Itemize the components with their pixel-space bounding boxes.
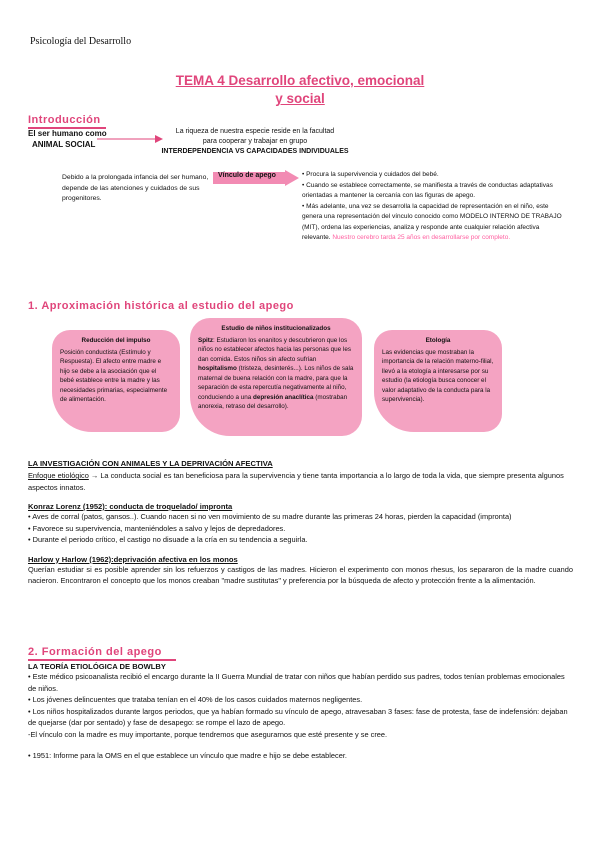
intro-heading: Introducción bbox=[28, 114, 101, 126]
document-header: Psicología del Desarrollo bbox=[30, 36, 132, 47]
title-line-2: y social bbox=[275, 91, 325, 106]
debido-text: Debido a la prolongada infancia del ser humano, depende de las atenciones y cuidados de sus progenitores. bbox=[62, 174, 209, 202]
blob2-text-3: (mostraban anorexia, retraso del desarrollo). bbox=[198, 393, 348, 410]
harlow-heading: Harlow y Harlow (1962):deprivación afectiva en los monos bbox=[28, 554, 238, 564]
vinculo-label: Vínculo de apego bbox=[218, 172, 276, 179]
riqueza-line-2: para cooperar y trabajar en grupo bbox=[202, 138, 308, 145]
bowlby-heading: LA TEORÍA ETIOLÓGICA DE BOWLBY bbox=[28, 662, 166, 671]
blob-institucionalizados bbox=[190, 318, 362, 436]
blob-reduccion-text: Posición conductista (Estímulo y Respuesta). El afecto entre madre e hijo se debe a la asociación que el bebé establece entre la madre y las necesidades primarias, especialmente de alimentación. bbox=[60, 348, 168, 403]
enfoque-label: Enfoque etiológico bbox=[28, 471, 89, 480]
intro-bullet-3 bbox=[302, 202, 564, 244]
blob-etologia bbox=[374, 330, 502, 432]
bowlby-bullet-5: • 1951: Informe para la OMS en el que establece un vínculo que madre e hijo se debe establecer. bbox=[28, 751, 347, 760]
konraz-heading: Konraz Lorenz (1952): conducta de troquelado/ impronta bbox=[28, 502, 233, 511]
intro-bullet-1: • Procura la supervivencia y cuidados del bebé. bbox=[302, 171, 439, 178]
section-2-heading: 2. Formación del apego bbox=[28, 646, 162, 658]
bowlby-bullet-3: • Los niños hospitalizados durante largos periodos, que ya habían formado su vínculo de apego, atravesaban 3 fases: fase de protesta, fase de indefensión: dejaban de quejarse (dar por sentado) y fase de desapego: se rompe el lazo de apego. bbox=[28, 706, 568, 727]
blob2-text-1: : Estudiaron los enanitos y descubrieron que los niños no establecer afectos hacia las personas que les dan comida. Estos niños sin afecto sufrían bbox=[198, 336, 351, 363]
bowlby-bullet-1: • Este médico psicoanalista recibió el encargo durante la II Guerra Mundial de tratar con niños que habían perdido sus padres, todos tenían problemas emocionales de niños. bbox=[28, 672, 565, 693]
konraz-bullet-1: • Aves de corral (patos, gansos..). Cuando nacen si no ven movimiento de su madre durante las primeras 24 horas, pierden la capacidad (impronta) bbox=[28, 512, 512, 521]
konraz-bullet-2: • Favorece su supervivencia, manteniéndoles a salvo y lejos de depredadores. bbox=[28, 523, 286, 533]
blob-reduccion-title: Reducción del impulso bbox=[81, 337, 151, 344]
depresion-label: depresión anaclítica bbox=[252, 393, 314, 401]
blob-etologia-title: Etología bbox=[425, 337, 451, 344]
harlow-text: Querían estudiar si es posible aprender sin los refuerzos y castigos de las madres. Hicieron el experimento con monos rhesus, los separaron de la madre cuando nacieron. Encontraron el concepto que los monos creaban "madre sustitutas" y preferencia por la búsqueda de afecto y protección frente a la alimentación. bbox=[28, 564, 573, 585]
bowlby-section bbox=[28, 662, 573, 762]
title-line-1: TEMA 4 Desarrollo afectivo, emocional bbox=[175, 73, 425, 88]
blob-etologia-text: Las evidencias que mostraban la importancia de la relación materno-filial, llevó a la etología a interesarse por su estudio (la etiología busca conocer el valor adaptativo de la conducta para la supervivencia). bbox=[382, 348, 494, 403]
ser-line-1: El ser humano como bbox=[28, 129, 107, 138]
section-2-underline bbox=[28, 659, 176, 661]
spitz-label: Spitz bbox=[198, 336, 214, 344]
enfoque-paragraph bbox=[28, 470, 573, 493]
intro-bullet-3-pink: Nuestro cerebro tarda 25 años en desarrollarse por completo. bbox=[332, 234, 511, 241]
blob-institucionalizados-title: Estudio de niños institucionalizados bbox=[221, 325, 331, 332]
riqueza-line-3: INTERDEPENDENCIA VS CAPACIDADES INDIVIDUALES bbox=[161, 148, 349, 155]
intro-bullet-2: • Cuando se establece correctamente, se manifiesta a través de conductas adaptativas orientadas a mantener la cercanía con las figuras de apego. bbox=[302, 181, 553, 199]
intro-bullets bbox=[302, 170, 564, 244]
riqueza-block bbox=[155, 127, 355, 157]
hospitalismo-label: hospitalismo bbox=[198, 365, 237, 372]
page-title bbox=[150, 72, 450, 108]
riqueza-line-1: La riqueza de nuestra especie reside en la facultad bbox=[175, 128, 335, 135]
bowlby-bullet-2: • Los jóvenes delincuentes que trataba tenían en el 40% de los casos cuidados maternos negligentes. bbox=[28, 695, 363, 704]
blob2-text-2: (tristeza, desinterés...). Los niños de sala maternal de buena relación con la madre, para que la separación de esta repercutía negativamente al niño, conduciendo a una bbox=[198, 365, 354, 401]
enfoque-text: → La conducta social es tan beneficiosa para la supervivencia y tiene tanta importancia a lo largo de toda la vida, que siempre presenta algunos aspectos innatos. bbox=[28, 471, 564, 492]
ser-line-2: ANIMAL SOCIAL bbox=[32, 140, 96, 149]
section-1-heading: 1. Aproximación histórica al estudio del apego bbox=[28, 300, 294, 312]
investigacion-section bbox=[28, 459, 573, 587]
investigacion-heading: LA INVESTIGACIÓN CON ANIMALES Y LA DEPRIVACIÓN AFECTIVA bbox=[28, 459, 273, 468]
konraz-bullet-3: • Durante el periodo crítico, el castigo no disuade a la cría en su tendencia a seguirla. bbox=[28, 535, 308, 544]
bowlby-line-4: -El vínculo con la madre es muy importante, porque tendremos que asegurarnos que esté presente y se cree. bbox=[28, 729, 388, 739]
intro-bullet-3-text: • Más adelante, una vez se desarrolla la capacidad de representación en el niño, este genera una representación del vínculo conocido como MODELO INTERNO DE TRABAJO (MIT), ordena las experiencias, analiza y responde ante cualquier relación afectiva relevante. bbox=[302, 202, 562, 241]
blob-reduccion bbox=[52, 330, 180, 432]
